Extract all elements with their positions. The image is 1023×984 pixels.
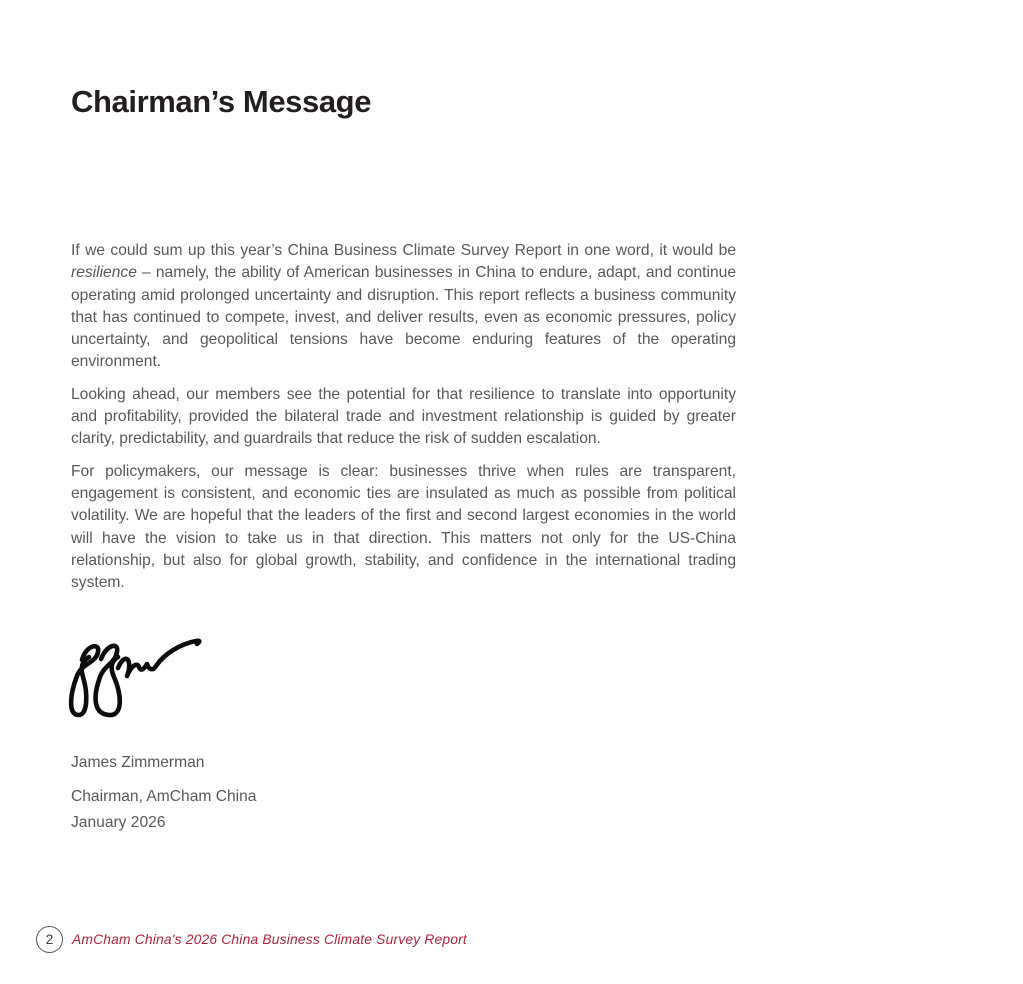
paragraph-1 [71, 240, 736, 374]
paragraph-1-post: – namely, the ability of American businesses in China to endure, adapt, and continue operating amid prolonged uncertainty and disruption. This report reflects a business community that has continued to compete, invest, and deliver results, even as economic pressures, policy uncertainty, and geopolitical tensions have become enduring features of the operating environment. [71, 264, 736, 371]
paragraph-1-pre: If we could sum up this year’s China Business Climate Survey Report in one word, it would be [71, 242, 736, 259]
signatory-role: Chairman, AmCham China [71, 788, 257, 805]
page-number-badge: 2 [36, 926, 63, 953]
signatory-name: James Zimmerman [71, 754, 205, 771]
page-footer [36, 926, 467, 953]
handwritten-signature-icon [66, 636, 206, 718]
paragraph-1-italic-word: resilience [71, 264, 137, 282]
body-copy [71, 240, 736, 594]
signatory-block [71, 752, 256, 834]
page-title: Chairman’s Message [71, 84, 372, 119]
paragraph-3: For policymakers, our message is clear: businesses thrive when rules are transparent, engagement is consistent, and economic ties are insulated as much as possible from political volatility. We are hopeful that the leaders of the first and second largest economies in the world will have the vision to take us in that direction. This matters not only for the US-China relationship, but also for global growth, stability, and confidence in the international trading system. [71, 462, 736, 592]
paragraph-2: Looking ahead, our members see the potential for that resilience to translate into opportunity and profitability, provided the bilateral trade and investment relationship is guided by greater clarity, predictability, and guardrails that reduce the risk of sudden escalation. [71, 385, 736, 448]
footer-report-title: AmCham China's 2026 China Business Climate Survey Report [72, 932, 467, 947]
signatory-date: January 2026 [71, 814, 166, 831]
